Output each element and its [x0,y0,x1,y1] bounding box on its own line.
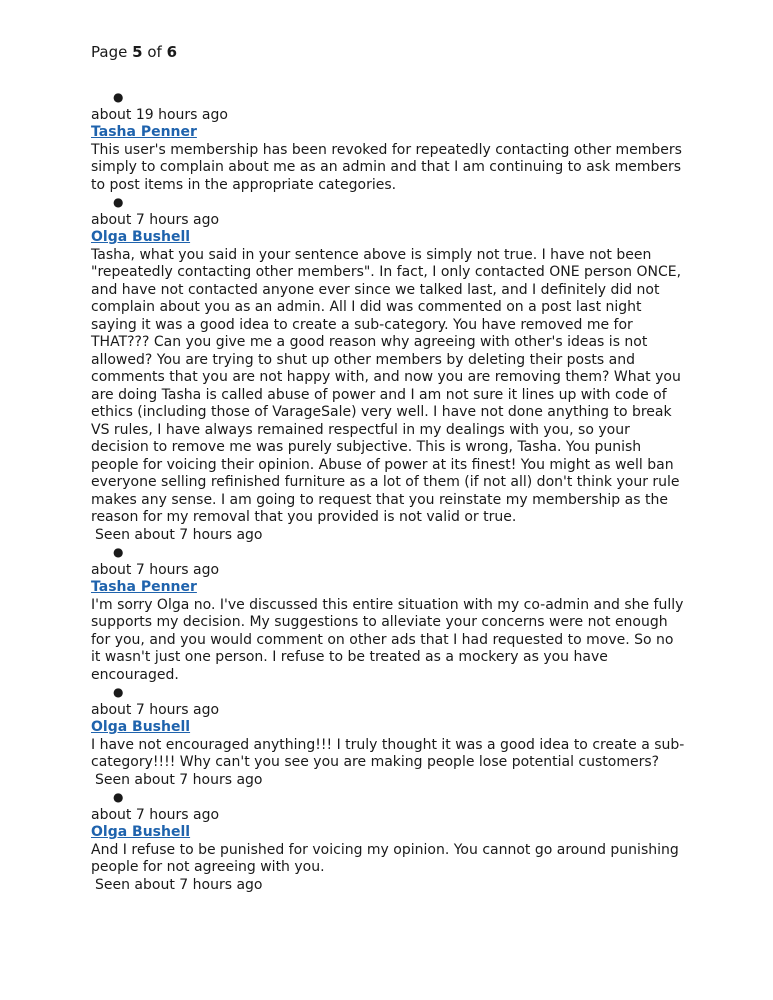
comment-text: This user's membership has been revoked for repeatedly contacting other members simply to complain about me as an admin and that I am continuing to ask members to post items in the appropriate categories. [91,141,682,193]
page-label: Page [91,43,128,61]
comment-time: about 7 hours ago [91,211,220,228]
comment-author-link[interactable]: Olga Bushell [91,719,191,735]
comment-time: about 19 hours ago [91,106,228,123]
comment-text: Tasha, what you said in your sentence above is simply not true. I have not been "repeatedly contacting other members". In fact, I only contacted ONE person ONCE, and have not contacted anyone ever since we talked last, and I definitely did not complain about you as an admin. All I did was commented on a post last night saying it was a good idea to create a sub-category. You have removed me for THAT??? Can you give me a good reason why agreeing with other's ideas is not allowed? You are trying to shut up other members by deleting their posts and comments that you are not happy with, and now you are removing them? What you are doing Tasha is called abuse of power and I am not sure it lines up with code of ethics (including those of VarageSale) very well. I have not done anything to break VS rules, I have always remained respectful in my dealings with you, so your decision to remove me was purely subjective. This is wrong, Tasha. You punish people for voicing their opinion. Abuse of power at its finest! You might as well ban everyone selling refinished furniture as a lot of them (if not all) don't think your rule makes any sense. I am going to request that you reinstate my membership as the reason for my removal that you provided is not valid or true. [91,246,682,525]
comment-author-link[interactable]: Tasha Penner [91,124,197,140]
comment-time: about 7 hours ago [91,701,220,718]
current-page: 5 [132,43,143,61]
comment-time: about 7 hours ago [91,806,220,823]
comment-list [91,89,687,894]
seen-status: Seen about 7 hours ago [95,771,263,788]
comment-item [91,789,687,894]
comment-item [91,194,687,544]
bullet-icon: ● [113,545,124,559]
comment-item [91,684,687,789]
bullet-icon: ● [113,790,124,804]
bullet-icon: ● [113,685,124,699]
comment-author-link[interactable]: Olga Bushell [91,824,191,840]
comment-time: about 7 hours ago [91,561,220,578]
comment-text: I have not encouraged anything!!! I truly thought it was a good idea to create a sub-category!!!! Why can't you see you are making people lose potential customers? [91,736,685,770]
page-of-label: of [147,43,162,61]
seen-status: Seen about 7 hours ago [95,526,263,543]
comment-author-link[interactable]: Tasha Penner [91,579,197,595]
comment-text: And I refuse to be punished for voicing my opinion. You cannot go around punishing people for not agreeing with you. [91,841,679,875]
page-indicator [91,44,177,62]
comment-item [91,89,687,194]
bullet-icon: ● [113,195,124,209]
seen-status: Seen about 7 hours ago [95,876,263,893]
comment-author-link[interactable]: Olga Bushell [91,229,191,245]
bullet-icon: ● [113,90,124,104]
comment-text: I'm sorry Olga no. I've discussed this entire situation with my co-admin and she fully supports my decision. My suggestions to alleviate your concerns were not enough for you, and you would comment on other ads that I had requested to move. So no it wasn't just one person. I refuse to be treated as a mockery as you have encouraged. [91,596,684,683]
comment-item [91,544,687,684]
total-pages: 6 [166,43,178,61]
